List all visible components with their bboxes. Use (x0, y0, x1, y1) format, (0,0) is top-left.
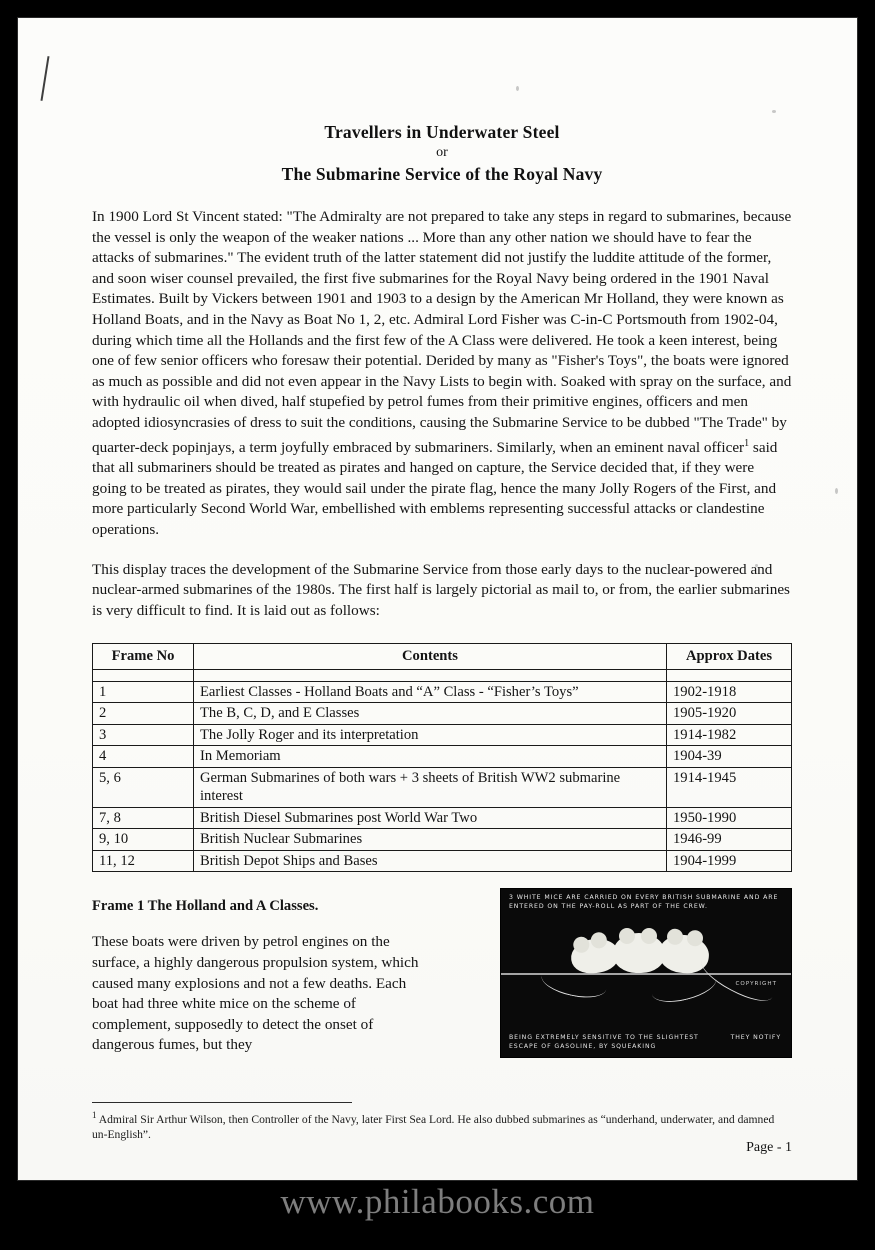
intro-paragraph (92, 207, 792, 541)
mouse-illustration (613, 933, 665, 973)
frames-table (92, 643, 792, 872)
mouse-ear (666, 928, 684, 946)
cell-frame-no: 11, 12 (93, 850, 194, 872)
page-surface (18, 18, 857, 1180)
table-header-row (93, 644, 792, 670)
table-row (93, 703, 792, 725)
cell-frame-no: 3 (93, 724, 194, 746)
photo-caption-bottom-left: BEING EXTREMELY SENSITIVE TO THE SLIGHTEST ESCAPE OF GASOLINE, BY SQUEAKING (509, 1034, 699, 1050)
cell-contents: German Submarines of both wars + 3 sheets of British WW2 submarine interest (194, 767, 667, 807)
cell-dates: 1946-99 (667, 829, 792, 851)
cell-dates: 1902-1918 (667, 681, 792, 703)
cell-contents: British Nuclear Submarines (194, 829, 667, 851)
cell-contents: In Memoriam (194, 746, 667, 768)
table-row (93, 724, 792, 746)
mouse-ear (619, 928, 635, 944)
page-subtitle: The Submarine Service of the Royal Navy (281, 164, 603, 184)
submarine-mice-photograph (500, 888, 792, 1058)
intro-paragraph-part1: In 1900 Lord St Vincent stated: "The Admiralty are not prepared to take any steps in regard to submarines, because the vessel is only the weapon of the weaker nations ... More than any other nation we should have to fear the attacks of submarines." The evident truth of the latter statement did not justify the luddite attitude of the former, and soon wiser counsel prevailed, the first five submarines for the Royal Navy being ordered in the 1901 Naval Estimates. Built by Vickers between 1901 and 1903 to a design by the American Mr Holland, they were known as Holland Boats, and in the Navy as Boat No 1, 2, etc. Admiral Lord Fisher was C-in-C Portsmouth from 1902-04, during which time all the Hollands and the first few of the A Class were delivered. He took a keen interest, being one of few senior officers who foresaw their potential. Derided by many as "Fisher's Toys", the boats were ignored as much as possible and did not even appear in the Navy Lists to begin with. Soaked with spray on the surface, and with hydraulic oil when dived, half stupefied by petrol fumes from their primitive engines, officers and men adopted idiosyncrasies of dress to suit the conditions, causing the Submarine Service to be dubbed "The Trade" by quarter-deck popinjays, a term joyfully embraced by submariners. Similarly, when an eminent naval officer (92, 208, 792, 456)
table-row (93, 829, 792, 851)
table-row (93, 681, 792, 703)
footnote (92, 1108, 792, 1142)
watermark: www.philabooks.com (280, 1182, 595, 1221)
title-conjunction: or (436, 145, 448, 160)
table-spacer-row (93, 669, 792, 681)
column-header-frame-no: Frame No (93, 644, 194, 670)
photo-caption-bottom-right: THEY NOTIFY (730, 1034, 781, 1042)
footnote-divider (92, 1102, 352, 1103)
cell-contents: The B, C, D, and E Classes (194, 703, 667, 725)
table-row (93, 850, 792, 872)
cell-frame-no: 4 (93, 746, 194, 768)
photo-caption-bottom (509, 1034, 781, 1051)
cell-frame-no: 9, 10 (93, 829, 194, 851)
cell-dates: 1904-1999 (667, 850, 792, 872)
cell-contents: British Diesel Submarines post World War Two (194, 807, 667, 829)
page-title: Travellers in Underwater Steel (324, 122, 560, 142)
frame1-section (92, 894, 792, 1088)
mouse-ear (686, 930, 704, 948)
intro-paragraph-part2: said that all submariners should be treated as pirates and hanged on capture, the Service decided that, if they were going to be treated as pirates, they would sail under the pirate flag, hence the many Jolly Rogers of the First, and more particularly Second World War, embellished with emblems representing successful attacks or clandestine operations. (92, 438, 778, 538)
footnote-text: Admiral Sir Arthur Wilson, then Controller of the Navy, later First Sea Lord. He also dubbed submarines as “underhand, underwater, and damned un-English”. (92, 1113, 775, 1142)
footnote-number: 1 (92, 1110, 97, 1121)
cell-frame-no: 1 (93, 681, 194, 703)
cell-contents: British Depot Ships and Bases (194, 850, 667, 872)
cell-frame-no: 5, 6 (93, 767, 194, 807)
cell-dates: 1904-39 (667, 746, 792, 768)
frame1-heading: Frame 1 The Holland and A Classes. (92, 898, 319, 915)
table-row (93, 807, 792, 829)
cell-dates: 1905-1920 (667, 703, 792, 725)
scan-speck (835, 488, 838, 494)
display-description-paragraph: This display traces the development of the Submarine Service from those early days to the nuclear-powered and nuclear-armed submarines of the 1980s. The first half is largely pictorial as mail to, or from, the earlier submarines is very difficult to find. It is laid out as follows: (92, 560, 790, 619)
document-body (92, 18, 792, 1180)
cell-frame-no: 7, 8 (93, 807, 194, 829)
cell-dates: 1914-1982 (667, 724, 792, 746)
footnote-marker: 1 (744, 437, 750, 449)
cell-dates: 1950-1990 (667, 807, 792, 829)
cell-contents: Earliest Classes - Holland Boats and “A” Class - “Fisher’s Toys” (194, 681, 667, 703)
mouse-ear (590, 932, 608, 950)
mouse-ear (641, 928, 657, 944)
cell-dates: 1914-1945 (667, 767, 792, 807)
table-row (93, 767, 792, 807)
page-number: Page - 1 (746, 1140, 792, 1155)
column-header-approx-dates: Approx Dates (667, 644, 792, 670)
table-row (93, 746, 792, 768)
scanned-page (18, 18, 857, 1180)
mouse-ear (572, 936, 590, 954)
cell-contents: The Jolly Roger and its interpretation (194, 724, 667, 746)
cell-frame-no: 2 (93, 703, 194, 725)
document-title-block (92, 122, 792, 185)
photo-copyright-notice: COPYRIGHT (735, 981, 777, 988)
photo-caption-top: 3 WHITE MICE ARE CARRIED ON EVERY BRITISH SUBMARINE AND ARE ENTERED ON THE PAY-ROLL AS PART OF THE CREW. (509, 894, 779, 910)
frame1-paragraph: These boats were driven by petrol engines on the surface, a highly dangerous propulsion system, which caused many explosions and not a few deaths. Each boat had three white mice on the scheme of complement, supposedly to detect the onset of dangerous fumes, but they (92, 933, 419, 1054)
column-header-contents: Contents (194, 644, 667, 670)
pen-mark (40, 56, 49, 101)
